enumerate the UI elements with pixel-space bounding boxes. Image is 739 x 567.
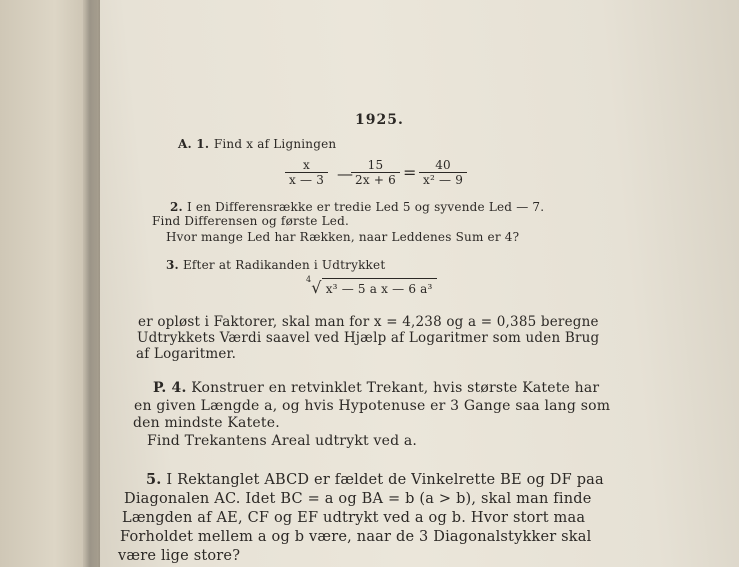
problem-5-line-4: Forholdet mellem a og b være, naar de 3 Diagonalstykker skal xyxy=(120,529,592,545)
fraction-3-denominator: x² — 9 xyxy=(419,172,467,187)
problem-3-line-3: Udtrykkets Værdi saavel ved Hjælp af Logaritmer som uden Brug xyxy=(137,330,600,346)
problem-3-label: 3. xyxy=(166,258,179,272)
equals-sign: = xyxy=(403,163,417,182)
problem-2-line-1 xyxy=(170,200,544,214)
problem-3-text-1: Efter at Radikanden i Udtrykket xyxy=(182,258,386,272)
fraction-3-numerator: 40 xyxy=(435,158,451,172)
problem-4-line-4: Find Trekantens Areal udtrykt ved a. xyxy=(147,433,418,449)
fraction-2-denominator: 2x + 6 xyxy=(351,172,400,187)
exam-year-heading: 1925. xyxy=(355,112,404,128)
radical-index: 4 xyxy=(306,275,312,284)
problem-1-text: Find x af Ligningen xyxy=(213,137,337,151)
problem-4-line-1 xyxy=(153,380,599,396)
problem-5-line-2: Diagonalen AC. Idet BC = a og BA = b (a > b), skal man finde xyxy=(124,491,592,507)
minus-sign: — xyxy=(337,164,354,183)
problem-4-line-2: en given Længde a, og hvis Hypotenuse er 3 Gange saa lang som xyxy=(134,398,611,414)
problem-1-heading xyxy=(178,136,336,152)
problem-2-line-2: Find Differensen og første Led. xyxy=(152,214,349,228)
problem-4-text-1: Konstruer en retvinklet Trekant, hvis største Katete har xyxy=(191,380,600,396)
problem-3-line-1 xyxy=(166,258,385,272)
problem-5-line-5: være lige store? xyxy=(118,548,241,564)
fraction-1-denominator: x — 3 xyxy=(285,172,328,187)
radical-sign: √ xyxy=(311,278,322,297)
radical-expression xyxy=(306,275,437,297)
problem-3-line-4: af Logaritmer. xyxy=(136,346,237,362)
problem-4-label: P. 4. xyxy=(153,380,187,396)
problem-4-line-3: den mindste Katete. xyxy=(133,415,280,431)
fraction-2 xyxy=(351,158,400,187)
problem-2-label: 2. xyxy=(170,200,183,214)
problem-5-label: 5. xyxy=(146,471,162,488)
problem-2-text-1: I en Differensrække er tredie Led 5 og syvende Led — 7. xyxy=(186,200,545,214)
problem-5-line-1 xyxy=(146,471,604,488)
fraction-1 xyxy=(285,158,328,187)
problem-3-line-2: er opløst i Faktorer, skal man for x = 4,238 og a = 0,385 beregne xyxy=(138,314,599,330)
problem-5-line-3: Længden af AE, CF og EF udtrykt ved a og b. Hvor stort maa xyxy=(122,510,586,526)
problem-5-text-1: I Rektanglet ABCD er fældet de Vinkelrette BE og DF paa xyxy=(166,472,604,488)
problem-2-line-3: Hvor mange Led har Rækken, naar Leddenes Sum er 4? xyxy=(166,230,520,244)
fraction-3 xyxy=(419,158,467,187)
problem-1-label: A. 1. xyxy=(178,137,210,151)
radicand: x³ — 5 a x — 6 a³ xyxy=(322,278,437,296)
fraction-1-numerator: x xyxy=(303,158,310,172)
fraction-2-numerator: 15 xyxy=(367,158,384,172)
